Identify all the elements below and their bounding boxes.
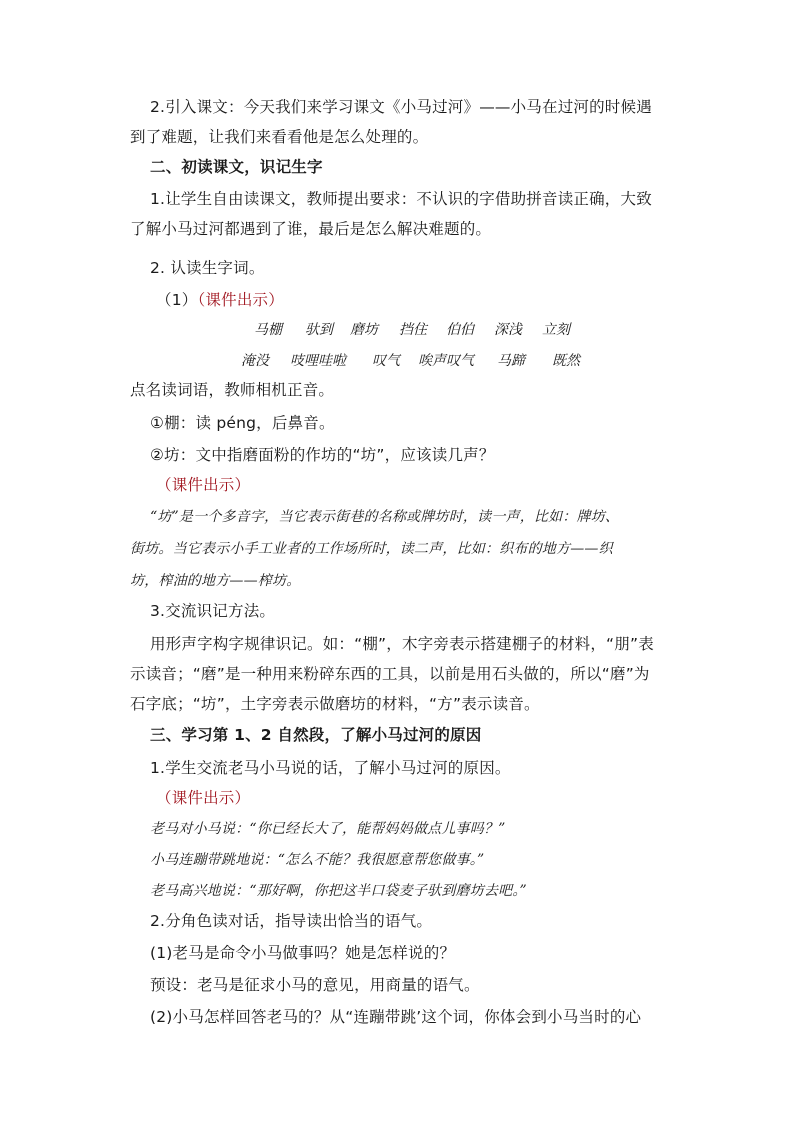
courseware-label-2: （课件出示） xyxy=(156,476,251,494)
vocab-word: 深浅 xyxy=(494,322,522,338)
paragraph-intro-line2: 到了难题，让我们来看看他是怎么处理的。 xyxy=(130,128,429,146)
step-memory-methods: 3.交流识记方法。 xyxy=(150,602,276,620)
step-read-words: 2. 认读生字词。 xyxy=(150,259,265,277)
paragraph-read-line1: 1.让学生自由读课文，教师提出要求：不认识的字借助拼音读正确，大致 xyxy=(150,190,652,208)
memory-paragraph-line2: 示读音；“磨”是一种用来粉碎东西的工具，以前是用石头做的，所以“磨”为 xyxy=(130,665,650,683)
question-1: (1)老马是命令小马做事吗？她是怎样说的？ xyxy=(150,944,456,962)
vocab-word: 淹没 xyxy=(241,353,269,369)
answer-1: 预设：老马是征求小马的意见，用商量的语气。 xyxy=(150,976,480,994)
vocab-word: 驮到 xyxy=(305,322,333,338)
section-heading-2: 二、初读课文，识记生字 xyxy=(150,158,323,176)
fang-explanation-line3: 坊，榨油的地方——榨坊。 xyxy=(130,573,301,589)
dialogue-line-2: 小马连蹦带跳地说：“怎么不能？我很愿意帮您做事。” xyxy=(150,852,485,868)
courseware-label-3: （课件出示） xyxy=(156,789,251,807)
fang-explanation-line1: “坊”是一个多音字，当它表示街巷的名称或牌坊时，读一声，比如：牌坊、 xyxy=(150,509,620,525)
vocab-word: 叹气 xyxy=(372,353,400,369)
courseware-label-1 xyxy=(156,290,284,310)
item-number: （1） xyxy=(156,291,198,309)
section-heading-3: 三、学习第 1、2 自然段，了解小马过河的原因 xyxy=(150,726,482,744)
vocab-row-2 xyxy=(0,351,794,371)
dialogue-line-1: 老马对小马说：“你已经长大了，能帮妈妈做点儿事吗？” xyxy=(150,821,506,837)
memory-paragraph-line3: 石字底；“坊”，土字旁表示做磨坊的材料，“方”表示读音。 xyxy=(130,695,540,713)
vocab-word: 挡住 xyxy=(399,322,427,338)
dialogue-line-3: 老马高兴地说：“那好啊，你把这半口袋麦子驮到磨坊去吧。” xyxy=(150,883,527,899)
vocab-word: 磨坊 xyxy=(350,322,378,338)
vocab-word: 立刻 xyxy=(542,322,570,338)
fang-explanation-line2: 街坊。当它表示小手工业者的工作场所时，读二声，比如：织布的地方——织 xyxy=(130,541,613,557)
note-fang: ②坊：文中指磨面粉的作坊的“坊”，应该读几声？ xyxy=(150,446,495,464)
paragraph-read-line2: 了解小马过河都遇到了谁，最后是怎么解决难题的。 xyxy=(130,220,492,238)
memory-paragraph-line1: 用形声字构字规律识记。如：“棚”，木字旁表示搭建棚子的材料，“朋”表 xyxy=(150,635,654,653)
vocab-word: 伯伯 xyxy=(446,322,474,338)
paragraph-intro-line1: 2.引入课文：今天我们来学习课文《小马过河》——小马在过河的时候遇 xyxy=(150,98,652,116)
vocab-word: 吱哩哇啦 xyxy=(290,353,346,369)
vocab-word: 既然 xyxy=(552,353,580,369)
note-peng: ①棚：读 péng，后鼻音。 xyxy=(150,414,335,432)
vocab-word: 唉声叹气 xyxy=(418,353,474,369)
question-2: (2)小马怎样回答老马的？从“连蹦带跳’这个词，你体会到小马当时的心 xyxy=(150,1008,642,1026)
vocab-word: 马蹄 xyxy=(497,353,525,369)
courseware-tag: （课件出示） xyxy=(197,291,284,309)
step-exchange-dialogue: 1.学生交流老马小马说的话，了解小马过河的原因。 xyxy=(150,759,511,777)
vocab-row-1 xyxy=(0,320,794,340)
step-role-reading: 2.分角色读对话，指导读出恰当的语气。 xyxy=(150,912,433,930)
vocab-word: 马棚 xyxy=(254,322,282,338)
paragraph-correct-pronunciation: 点名读词语，教师相机正音。 xyxy=(130,381,335,399)
